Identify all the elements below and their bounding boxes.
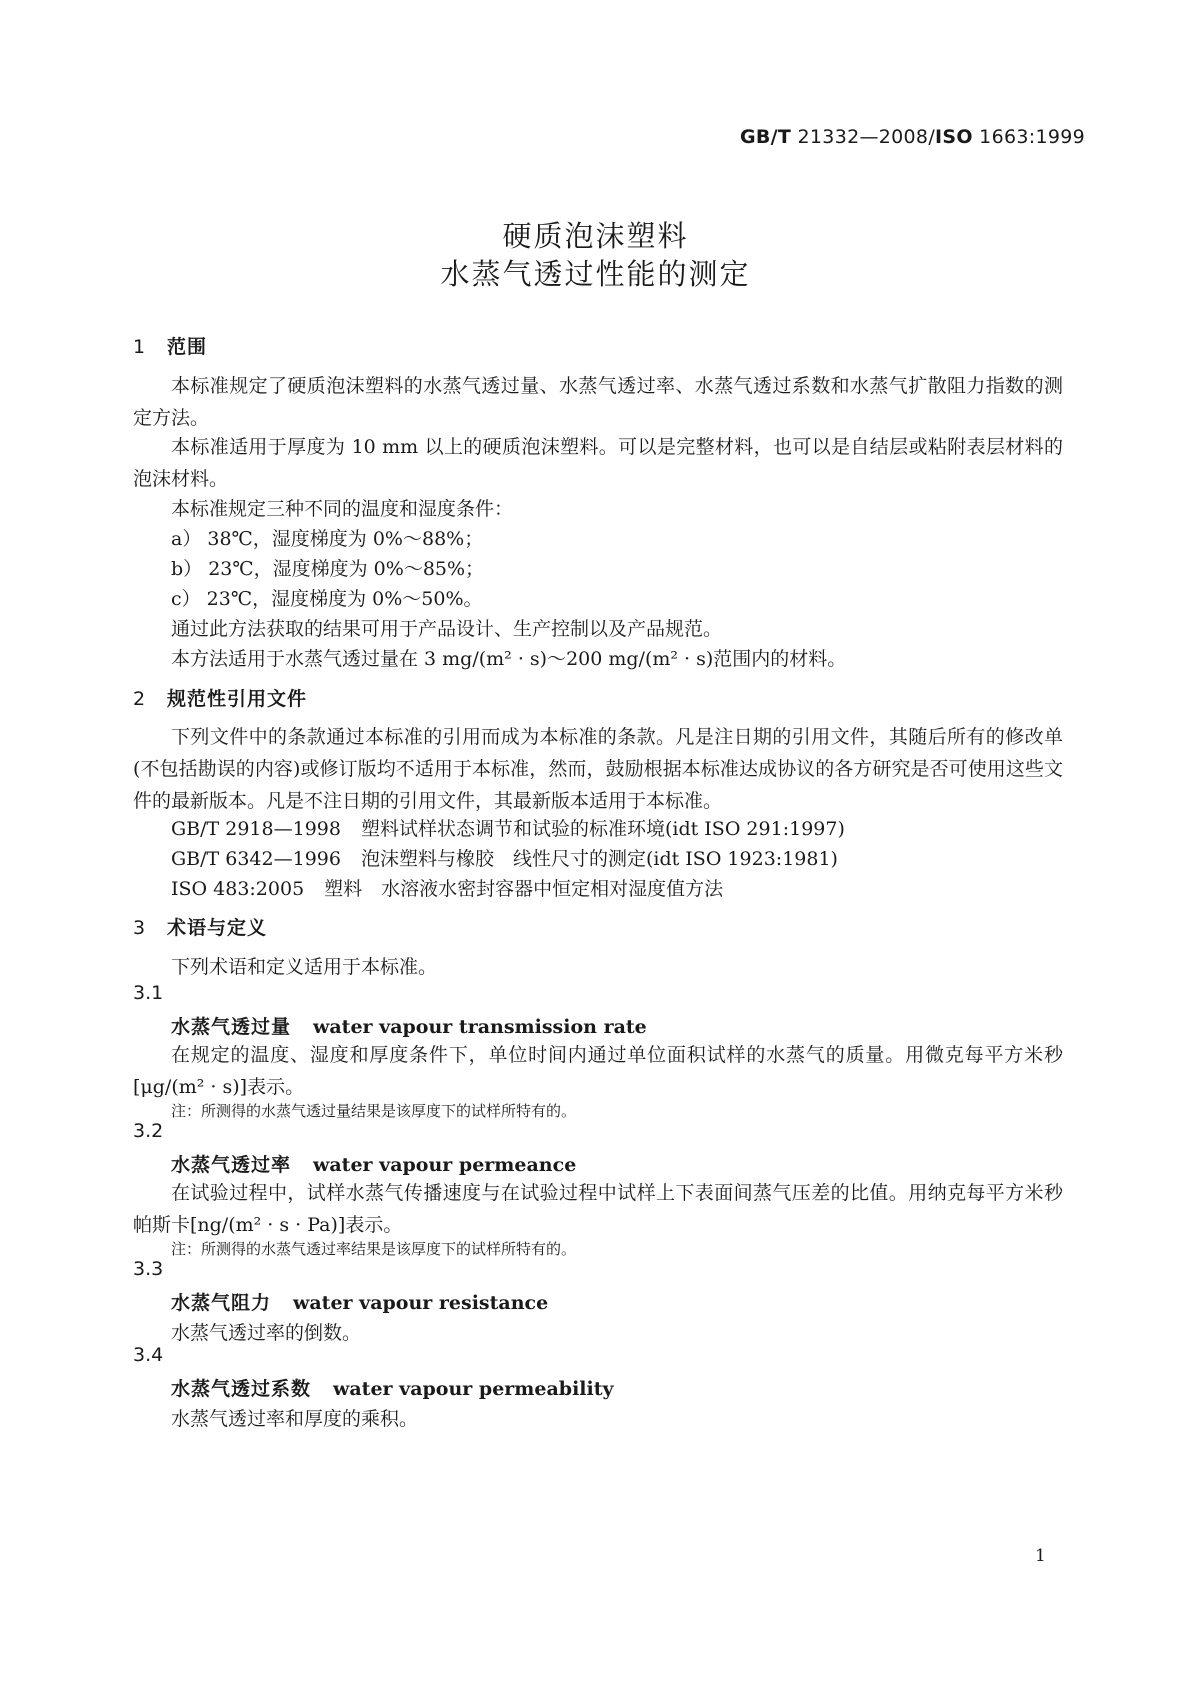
section-title: 规范性引用文件 bbox=[167, 688, 308, 710]
scope-paragraph-1: 本标准规定了硬质泡沫塑料的水蒸气透过量、水蒸气透过率、水蒸气透过系数和水蒸气扩散阻力指数的测定方法。 bbox=[133, 375, 1063, 429]
condition-item-c: c） 23℃，湿度梯度为 0%～50%。 bbox=[171, 588, 483, 610]
term-number: 3.4 bbox=[133, 1344, 164, 1366]
std-prefix: GB/T bbox=[740, 126, 792, 148]
section-number: 2 bbox=[133, 688, 146, 710]
std-num: 21332—2008/ bbox=[791, 126, 936, 148]
term-heading bbox=[171, 1288, 548, 1315]
reference-code: ISO 483:2005 bbox=[171, 878, 305, 900]
iso-num: 1663:1999 bbox=[972, 126, 1085, 148]
term-number: 3.2 bbox=[133, 1120, 164, 1142]
page-number: 1 bbox=[1035, 1546, 1046, 1566]
term-english: water vapour permeability bbox=[333, 1378, 614, 1400]
term-note: 注：所测得的水蒸气透过量结果是该厚度下的试样所特有的。 bbox=[171, 1102, 577, 1120]
document-title-line2: 水蒸气透过性能的测定 bbox=[440, 257, 751, 291]
condition-item-b: b） 23℃，湿度梯度为 0%～85%； bbox=[171, 558, 485, 580]
scope-paragraph-3: 本标准规定三种不同的温度和湿度条件： bbox=[171, 498, 514, 520]
section-number: 3 bbox=[133, 917, 146, 939]
term-heading bbox=[171, 1012, 647, 1039]
section-heading-normative-references bbox=[133, 684, 307, 711]
reference-item bbox=[171, 814, 845, 841]
condition-item-a: a） 38℃，湿度梯度为 0%～88%； bbox=[171, 528, 484, 550]
scope-paragraph-4: 通过此方法获取的结果可用于产品设计、生产控制以及产品规范。 bbox=[171, 618, 723, 640]
term-number: 3.3 bbox=[133, 1258, 164, 1280]
iso-prefix: ISO bbox=[935, 126, 973, 148]
term-chinese: 水蒸气透过系数 bbox=[171, 1378, 312, 1400]
section-heading-terms bbox=[133, 913, 267, 940]
term-chinese: 水蒸气阻力 bbox=[171, 1292, 272, 1314]
reference-item bbox=[171, 874, 723, 901]
term-definition: 在规定的温度、湿度和厚度条件下，单位时间内通过单位面积试样的水蒸气的质量。用微克每平方米秒[μg/(m² · s)]表示。 bbox=[133, 1044, 1063, 1098]
reference-code: GB/T 2918—1998 bbox=[171, 818, 341, 840]
references-intro: 下列文件中的条款通过本标准的引用而成为本标准的条款。凡是注日期的引用文件，其随后所有的修改单(不包括勘误的内容)或修订版均不适用于本标准，然而，鼓励根据本标准达成协议的各方研究是否可使用这些文件的最新版本。凡是不注日期的引用文件，其最新版本适用于本标准。 bbox=[133, 726, 1063, 812]
reference-code: GB/T 6342—1996 bbox=[171, 848, 341, 870]
term-english: water vapour permeance bbox=[313, 1154, 577, 1176]
section-heading-scope bbox=[133, 332, 207, 359]
reference-name: 泡沫塑料与橡胶 线性尺寸的测定(idt ISO 1923:1981) bbox=[360, 848, 838, 870]
section-title: 术语与定义 bbox=[167, 917, 268, 939]
term-chinese: 水蒸气透过量 bbox=[171, 1016, 292, 1038]
term-definition: 水蒸气透过率的倒数。 bbox=[171, 1322, 362, 1344]
term-english: water vapour transmission rate bbox=[313, 1016, 647, 1038]
term-definition: 在试验过程中，试样水蒸气传播速度与在试验过程中试样上下表面间蒸气压差的比值。用纳克每平方米秒帕斯卡[ng/(m² · s · Pa)]表示。 bbox=[133, 1182, 1063, 1236]
scope-paragraph-2: 本标准适用于厚度为 10 mm 以上的硬质泡沫塑料。可以是完整材料，也可以是自结层或粘附表层材料的泡沫材料。 bbox=[133, 436, 1063, 490]
reference-name: 塑料试样状态调节和试验的标准环境(idt ISO 291:1997) bbox=[360, 818, 845, 840]
term-chinese: 水蒸气透过率 bbox=[171, 1154, 292, 1176]
scope-paragraph-5: 本方法适用于水蒸气透过量在 3 mg/(m² · s)～200 mg/(m² · s)范围内的材料。 bbox=[171, 648, 847, 670]
reference-item bbox=[171, 844, 838, 871]
terms-intro: 下列术语和定义适用于本标准。 bbox=[171, 956, 438, 978]
term-heading bbox=[171, 1374, 614, 1401]
section-number: 1 bbox=[133, 336, 146, 358]
term-heading bbox=[171, 1150, 576, 1177]
standard-number bbox=[740, 126, 1085, 148]
term-note: 注：所测得的水蒸气透过率结果是该厚度下的试样所特有的。 bbox=[171, 1240, 577, 1258]
reference-name: 塑料 水溶液水密封容器中恒定相对湿度值方法 bbox=[324, 878, 724, 900]
term-english: water vapour resistance bbox=[293, 1292, 549, 1314]
document-title-line1: 硬质泡沫塑料 bbox=[502, 219, 689, 253]
section-title: 范围 bbox=[167, 336, 208, 358]
term-definition: 水蒸气透过率和厚度的乘积。 bbox=[171, 1408, 419, 1430]
term-number: 3.1 bbox=[133, 982, 164, 1004]
